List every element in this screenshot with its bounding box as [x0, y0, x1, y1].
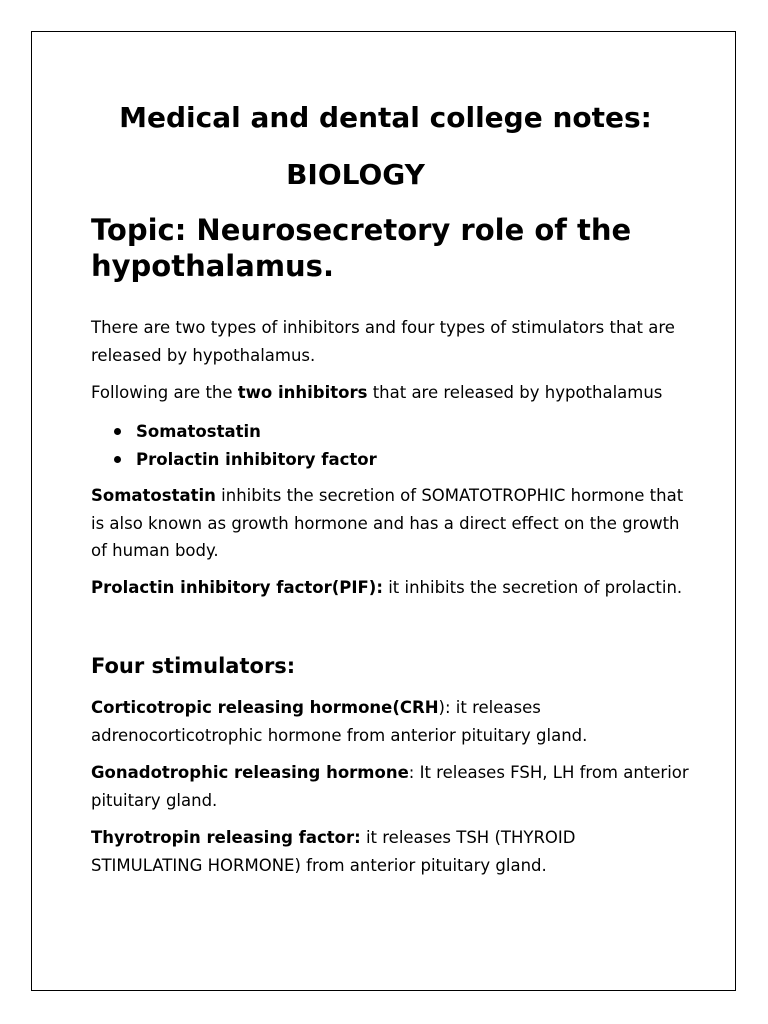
inhibitors-intro-after: that are released by hypothalamus — [367, 383, 663, 402]
crh-paragraph — [91, 694, 691, 749]
crh-term: Corticotropic releasing hormone(CRH — [91, 698, 439, 717]
pif-text: it inhibits the secretion of prolactin. — [382, 578, 683, 597]
list-item-label: Prolactin inhibitory factor — [136, 449, 377, 469]
document-title: Medical and dental college notes: — [119, 101, 652, 134]
crh-text: ): it releases adrenocorticotrophic hormone from anterior pituitary gland. — [91, 698, 588, 745]
inhibitors-intro-bold: two inhibitors — [237, 383, 368, 402]
subject-heading: BIOLOGY — [286, 158, 425, 191]
inhibitors-list — [91, 418, 377, 473]
inhibitors-intro-before: Following are the — [91, 383, 238, 402]
intro-paragraph: There are two types of inhibitors and four types of stimulators that are released by hypothalamus. — [91, 318, 675, 365]
stimulators-heading: Four stimulators: — [91, 654, 296, 678]
list-item — [91, 418, 377, 446]
gnrh-text: : It releases FSH, LH from anterior pituitary gland. — [91, 763, 689, 810]
gnrh-term: Gonadotrophic releasing hormone — [91, 763, 409, 782]
inhibitors-intro — [91, 379, 691, 407]
bullet-icon — [114, 428, 121, 435]
list-item-label: Somatostatin — [136, 422, 261, 441]
trf-paragraph — [91, 824, 691, 879]
somatostatin-paragraph — [91, 482, 691, 565]
somatostatin-text: inhibits the secretion of SOMATOTROPHIC hormone that is also known as growth hormone and has a direct effect on the growth of human body. — [91, 486, 684, 560]
document-page — [31, 31, 736, 991]
topic-heading: Topic: Neurosecretory role of the hypothalamus. — [91, 213, 632, 283]
trf-term: Thyrotropin releasing factor: — [91, 828, 361, 847]
pif-term: Prolactin inhibitory factor(PIF): — [91, 578, 383, 597]
bullet-icon — [114, 456, 121, 463]
somatostatin-term: Somatostatin — [91, 486, 216, 505]
pif-paragraph — [91, 574, 691, 602]
trf-text: it releases TSH (THYROID STIMULATING HORMONE) from anterior pituitary gland. — [91, 828, 576, 875]
list-item — [91, 446, 377, 474]
gnrh-paragraph — [91, 759, 691, 814]
